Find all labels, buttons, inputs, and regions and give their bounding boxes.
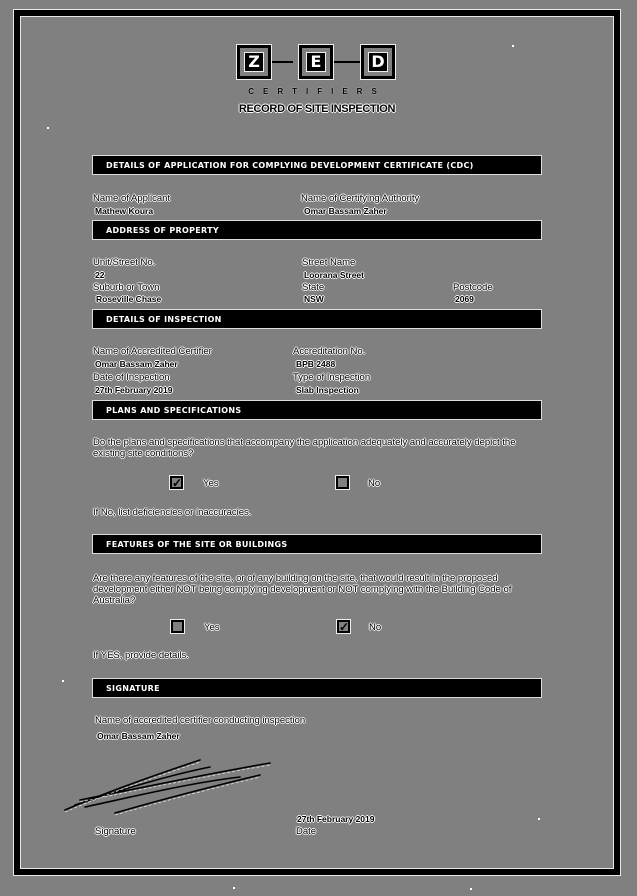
features-yes-checkbox[interactable] <box>171 620 184 633</box>
accredited-certifier-label: Name of Accredited Certifier <box>93 346 212 357</box>
suburb-label: Suburb or Town <box>93 282 160 293</box>
features-question: Are there any features of the site, or of any building on the site, that would result in the proposed development either NOT being complying development or NOT complying with the Building Code of Australia? <box>93 573 512 606</box>
features-yes-label: Yes <box>204 622 220 633</box>
certifying-authority-label: Name of Certifying Authority <box>301 193 420 204</box>
scan-speck <box>470 888 472 890</box>
logo-connector <box>331 61 361 63</box>
section-heading-signature: SIGNATURE <box>92 678 542 698</box>
logo-subtitle: CERTIFIERS <box>248 87 386 96</box>
section-heading-features: FEATURES OF THE SITE OR BUILDINGS <box>92 534 542 554</box>
scan-speck <box>538 818 540 820</box>
applicant-value: Mathew Koura <box>95 206 154 216</box>
zed-logo <box>237 45 397 85</box>
date-label: Date <box>296 826 317 837</box>
plans-yes-checkbox[interactable]: ✓ <box>172 476 183 490</box>
unit-street-no-value: 22 <box>95 270 105 280</box>
signature-date-value: 27th February 2019 <box>297 814 375 824</box>
document-title: RECORD OF SITE INSPECTION <box>238 103 396 115</box>
section-heading-application: DETAILS OF APPLICATION FOR COMPLYING DEVELOPMENT CERTIFICATE (CDC) <box>92 155 542 175</box>
signature-certifier-label: Name of accredited certifier conducting inspection <box>95 715 306 726</box>
street-name-label: Street Name <box>302 257 356 268</box>
certifying-authority-value: Omar Bassam Zaher <box>304 206 387 216</box>
plans-followup: If No, list deficiencies or inaccuracies. <box>93 507 252 518</box>
accreditation-no-label: Accreditation No. <box>293 346 366 357</box>
section-heading-plans: PLANS AND SPECIFICATIONS <box>92 400 542 420</box>
scan-speck <box>47 127 49 129</box>
handwritten-signature <box>60 755 300 825</box>
postcode-label: Postcode <box>453 282 493 293</box>
state-value: NSW <box>304 294 324 304</box>
logo-letter-e: E <box>299 45 333 79</box>
street-name-value: Loorana Street <box>304 270 364 280</box>
inspection-type-label: Type of Inspection <box>293 372 371 383</box>
features-no-checkbox[interactable]: ✓ <box>339 620 350 634</box>
scan-speck <box>233 887 235 889</box>
signature-label: Signature <box>95 826 136 837</box>
signature-certifier-value: Omar Bassam Zaher <box>97 731 180 741</box>
plans-yes-label: Yes <box>203 478 219 489</box>
scan-speck <box>62 680 64 682</box>
inspection-type-value: Slab Inspection <box>296 385 359 395</box>
section-heading-property: ADDRESS OF PROPERTY <box>92 220 542 240</box>
accredited-certifier-value: Omar Bassam Zaher <box>95 359 178 369</box>
inspection-date-value: 27th February 2019 <box>95 385 173 395</box>
unit-street-no-label: Unit/Street No. <box>93 257 156 268</box>
features-no-label: No <box>369 622 382 633</box>
logo-letter-z: Z <box>237 45 271 79</box>
postcode-value: 2069 <box>455 294 474 304</box>
section-heading-inspection: DETAILS OF INSPECTION <box>92 309 542 329</box>
plans-no-checkbox[interactable] <box>336 476 349 489</box>
inspection-date-label: Date of Inspection <box>93 372 170 383</box>
logo-letter-d: D <box>361 45 395 79</box>
plans-question: Do the plans and specifications that accompany the application adequately and accurately depict the existing site conditions? <box>93 437 516 459</box>
state-label: State <box>302 282 325 293</box>
suburb-value: Roseville Chase <box>96 294 162 304</box>
features-followup: If YES, provide details. <box>93 650 189 661</box>
plans-no-label: No <box>368 478 381 489</box>
applicant-label: Name of Applicant <box>93 193 171 204</box>
accreditation-no-value: BPB 2488 <box>296 359 336 369</box>
scan-speck <box>512 45 514 47</box>
